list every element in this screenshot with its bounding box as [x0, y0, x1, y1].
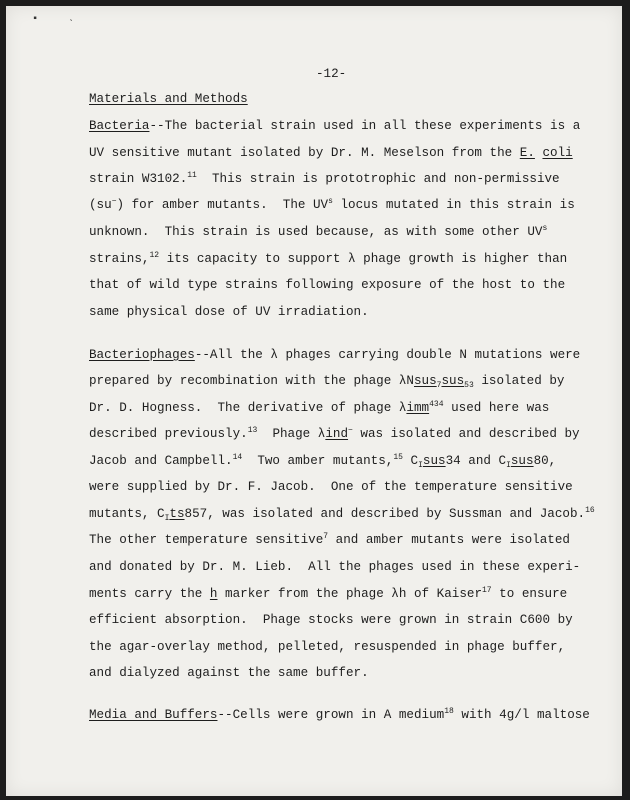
- media-heading: Media and Buffers: [89, 708, 218, 722]
- paragraph-line: and donated by Dr. M. Lieb. All the phages used in these experi-: [89, 560, 581, 574]
- bacteria-heading: Bacteria: [89, 119, 150, 133]
- paragraph-line: and dialyzed against the same buffer.: [89, 666, 369, 680]
- paragraph-line: (su−) for amber mutants. The $UV^s$ locus mutated in this strain is: [89, 197, 575, 212]
- paragraph-line: UV sensitive mutant isolated by Dr. M. Meselson from the E. coli: [89, 146, 573, 160]
- paragraph-line: The other temperature sensitive$^7$ and amber mutants were isolated: [89, 532, 570, 547]
- paragraph-line: Bacteriophages--All the λ phages carrying double N mutations were: [89, 348, 581, 362]
- paragraph-line: mutants, $C_Its857$, was isolated and described by Sussman and Jacob.$^{16}$: [89, 506, 595, 523]
- page-number: -12-: [316, 67, 347, 81]
- paragraph-line: that of wild type strains following exposure of the host to the: [89, 278, 566, 292]
- bacteriophages-heading: Bacteriophages: [89, 348, 195, 362]
- paragraph-line: ments carry the h marker from the phage λh of Kaiser$^{17}$ to ensure: [89, 586, 568, 601]
- scan-mark: ▪: [32, 14, 39, 25]
- document-page: [6, 6, 622, 796]
- paragraph-line: same physical dose of UV irradiation.: [89, 305, 369, 319]
- paragraph-line: Media and Buffers--Cells were grown in A medium$^{18}$ with 4g/l maltose: [89, 707, 590, 722]
- paragraph-line: described previously.$^{13}$ Phage λind− was isolated and described by: [89, 426, 580, 441]
- paragraph-line: efficient absorption. Phage stocks were grown in strain C600 by: [89, 613, 573, 627]
- paragraph-line: were supplied by Dr. F. Jacob. One of the temperature sensitive: [89, 480, 573, 494]
- paragraph-line: prepared by recombination with the phage λNsus$_7$sus$_{53}$ isolated by: [89, 374, 565, 390]
- paragraph-line: Bacteria--The bacterial strain used in all these experiments is a: [89, 119, 581, 133]
- paragraph-line: the agar-overlay method, pelleted, resuspended in phage buffer,: [89, 640, 566, 654]
- paragraph-line: Jacob and Campbell.$^{14}$ Two amber mutants,$^{15}$ $C_Isus34$ and $C_Isus80$,: [89, 453, 557, 470]
- paragraph-line: Dr. D. Hogness. The derivative of phage λimm$^{434}$ used here was: [89, 400, 550, 415]
- scan-mark: ˎ: [68, 12, 75, 23]
- paragraph-line: strains,$^{12}$ its capacity to support λ phage growth is higher than: [89, 251, 568, 266]
- paragraph-line: unknown. This strain is used because, as with some other $UV^s$: [89, 224, 548, 239]
- paragraph-line: strain W3102.11 This strain is prototrophic and non-permissive: [89, 171, 560, 186]
- section-heading: Materials and Methods: [89, 92, 248, 106]
